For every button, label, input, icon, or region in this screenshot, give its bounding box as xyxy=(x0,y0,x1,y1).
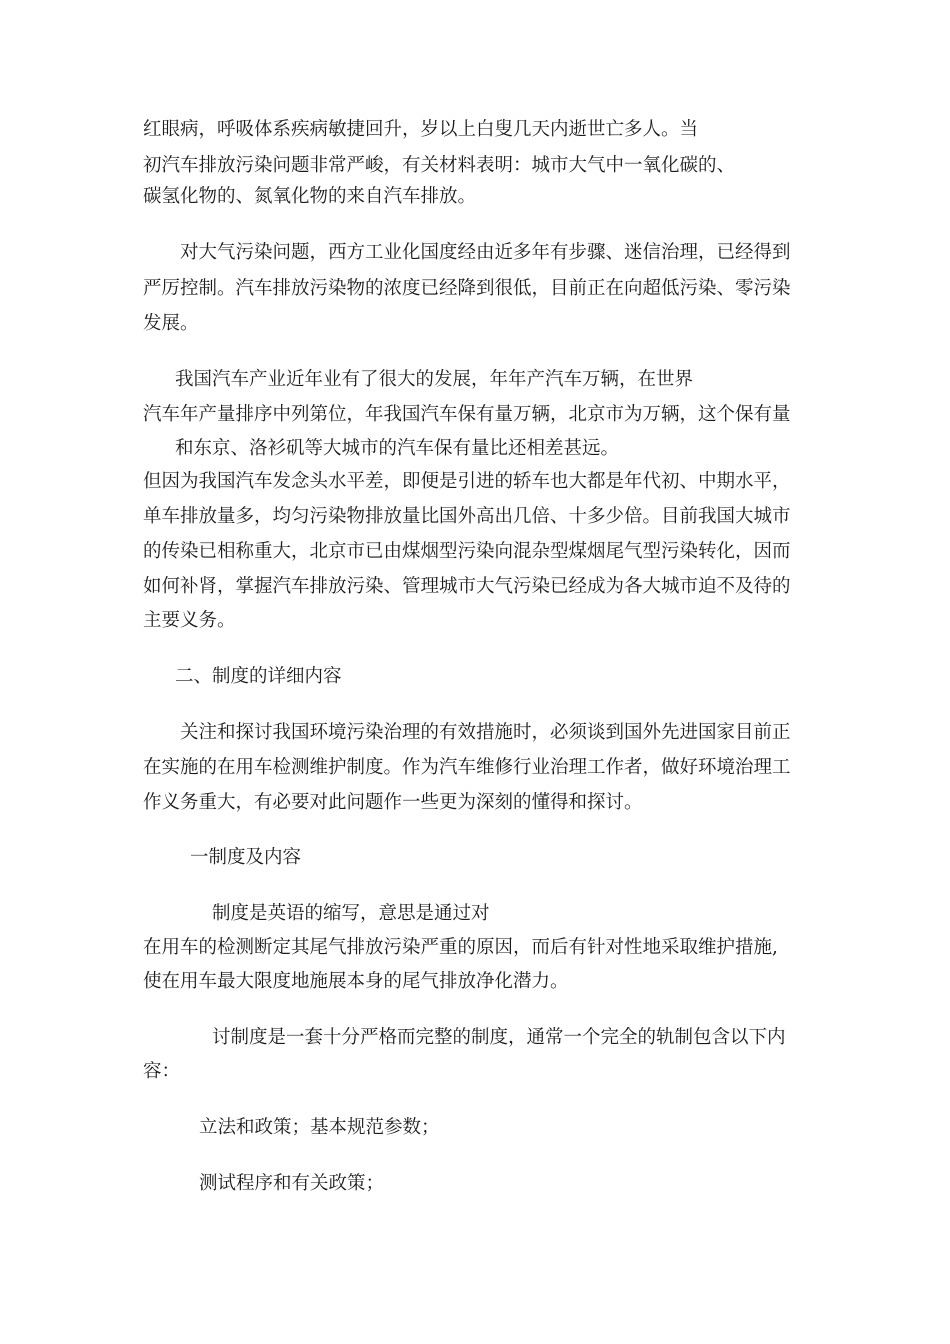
text-line: 汽车年产量排序中列第位，年我国汽车保有量万辆，北京市为万辆，这个保有量 xyxy=(143,404,791,425)
subsection-heading: 一制度及内容 xyxy=(190,847,302,868)
text-line: 关注和探讨我国环境污染治理的有效措施时，必须谈到国外先进国家目前正 xyxy=(180,722,791,743)
text-line: 发展。 xyxy=(143,313,199,334)
text-line: 对大气污染问题，西方工业化国度经由近多年有步骤、迷信治理，已经得到 xyxy=(180,242,791,263)
text-line: 的传染已相称重大，北京市已由煤烟型污染向混杂型煤烟尾气型污染转化，因而 xyxy=(143,541,791,562)
section-heading: 二、制度的详细内容 xyxy=(175,666,342,687)
text-line: 在用车的检测断定其尾气排放污染严重的原因，而后有针对性地采取维护措施, xyxy=(143,937,778,958)
text-line: 严厉控制。汽车排放污染物的浓度已经降到很低，目前正在向超低污染、零污染 xyxy=(143,278,791,299)
text-line: 如何补肾，掌握汽车排放污染、管理城市大气污染已经成为各大城市迫不及待的 xyxy=(143,576,791,597)
text-line: 讨制度是一套十分严格而完整的制度，通常一个完全的轨制包含以下内 xyxy=(212,1027,786,1048)
list-item: 测试程序和有关政策； xyxy=(199,1173,385,1194)
text-line: 在实施的在用车检测维护制度。作为汽车维修行业治理工作者，做好环境治理工 xyxy=(143,757,791,778)
text-line: 主要义务。 xyxy=(143,610,236,631)
text-line: 我国汽车产业近年业有了很大的发展，年年产汽车万辆，在世界 xyxy=(175,369,694,390)
text-line: 和东京、洛衫矶等大城市的汽车保有量比还相差甚远。 xyxy=(175,438,620,459)
text-line: 碳氢化物的、氮氧化物的来自汽车排放。 xyxy=(143,186,477,207)
text-line: 单车排放量多，均匀污染物排放量比国外高出几倍、十多少倍。目前我国大城市 xyxy=(143,506,791,527)
text-line: 作义务重大，有必要对此问题作一些更为深刻的懂得和探讨。 xyxy=(143,792,643,813)
text-line: 制度是英语的缩写，意思是通过对 xyxy=(212,903,490,924)
text-line: 初汽车排放污染问题非常严峻，有关材料表明：城市大气中一氧化碳的、 xyxy=(143,155,736,176)
text-line: 红眼病，呼吸体系疾病敏捷回升，岁以上白叟几天内逝世亡多人。当 xyxy=(143,119,699,140)
list-item: 立法和政策；基本规范参数； xyxy=(199,1117,440,1138)
text-line: 容： xyxy=(143,1061,181,1082)
text-line: 但因为我国汽车发念头水平差，即便是引进的轿车也大都是年代初、中期水平， xyxy=(143,471,791,492)
text-line: 使在用车最大限度地施展本身的尾气排放净化潜力。 xyxy=(143,971,569,992)
